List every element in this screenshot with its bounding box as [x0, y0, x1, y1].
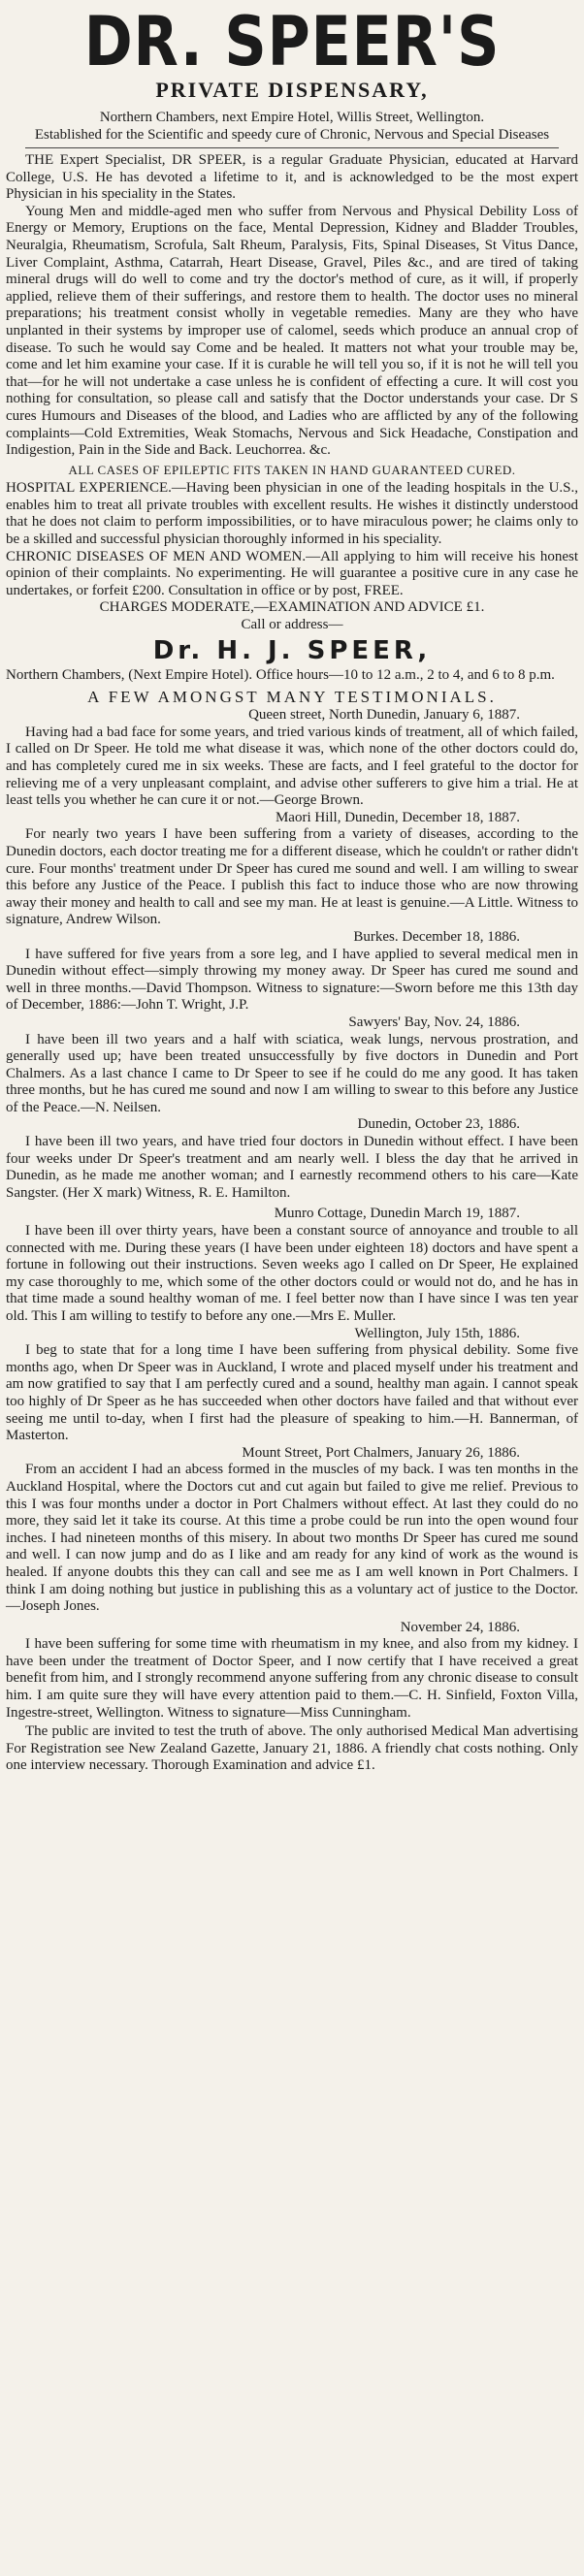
testimonial-text: Having had a bad face for some years, and tried various kinds of treatment, all of which failed, I called on Dr Speer. He told me what disease it was, which none of the other doctors could do, and has completely cured me in six weeks. These are facts, and I feel grateful to the doctor for relieving me of a very unpleasant complaint, and advise other sufferers to give him a trial. He at least tells you whether he can cure it or not.—George Brown.	[6, 724, 578, 809]
testimonial-text: I beg to state that for a long time I have been suffering from physical debility. Some five months ago, when Dr Speer was in Auckland, I wrote and placed myself under his treatment and am now gratified to say that I am perfectly cured and a sound, healthy man again. I cannot speak too highly of Dr Speer as he has succeeded when other doctors have failed and that without ever seeing me until to-day, when I first had the pleasure of speaking to him.—H. Bannerman, of Masterton.	[6, 1342, 578, 1444]
chronic-heading: CHRONIC DISEASES OF MEN AND WOMEN.	[6, 548, 307, 564]
hospital-heading: HOSPITAL EXPERIENCE.	[6, 480, 172, 497]
testimonial	[6, 1326, 578, 1445]
testimonial-text: I have been ill two years and a half with sciatica, weak lungs, nervous prostration, and generally used up; have been treated unsuccessfully by five doctors in Dunedin and Port Chalmers. As a last chance I came to Dr Speer to see if he could do me any good. It has taken three months, but he has cured me sound and now I am willing to swear to this before any Justice of the Peace.—N. Neilsen.	[6, 1031, 578, 1115]
testimonial	[6, 1620, 578, 1723]
divider	[25, 147, 559, 148]
testimonial	[6, 1206, 578, 1325]
ad-subtitle: PRIVATE DISPENSARY,	[155, 78, 429, 102]
testimonial	[6, 707, 578, 810]
testimonial-text: I have been ill two years, and have tried four doctors in Dunedin without effect. I have been four weeks under Dr Speer's treatment and am nearly well. I bless the day that he arrived in Dunedin, as he made me another woman; and I earnestly recommend others to his care—Kate Sangster. (Her X mark) Witness, R. E. Hamilton.	[6, 1134, 578, 1201]
charges-line: CHARGES MODERATE,—EXAMINATION AND ADVICE £1.	[99, 599, 485, 616]
testimonial-place: November 24, 1886.	[400, 1619, 520, 1635]
testimonial	[6, 1116, 578, 1202]
testimonial-place: Burkes. December 18, 1886.	[353, 928, 520, 945]
testimonial-place: Wellington, July 15th, 1886.	[354, 1325, 520, 1341]
testimonial-place: Munro Cottage, Dunedin March 19, 1887.	[274, 1206, 520, 1222]
hospital-paragraph	[6, 480, 578, 548]
ad-title: DR. SPEER'S	[83, 2, 501, 81]
hospital-text: —Having been physician in one of the leading hospitals in the U.S., enables him to treat all private troubles with excellent results. He wishes it distinctly understood that he does not claim to perform impossibilities, or to have miraculous power; he claims only to be a skilled and successful physician thoroughly informed in his speciality.	[6, 480, 578, 548]
testimonial	[6, 1445, 578, 1616]
conditions-paragraph: Young Men and middle-aged men who suffer from Nervous and Physical Debility Loss of Energy or Memory, Eruptions on the face, Mental Depression, Kidney and Bladder Troubles, Neuralgia, Rheumatism, Scrofula, Salt Rheum, Paralysis, Fits, Spinal Diseases, St Vitus Dance, Liver Complaint, Asthma, Catarrah, Heart Disease, Gravel, Piles &c., and are tired of taking mineral drugs will do well to come and try the doctor's method of cure, as it will, if properly applied, relieve them of their sufferings, and restore them to health. The doctor uses no mineral preparations; his treatment consist wholly in vegetable remedies. Many are they who have unplanted in their systems by improper use of calomel, seeds which produce an annual crop of disease. To such he would say Come and be healed. It matters not what your trouble may be, come and let him examine your case. If it is curable he will tell you so, if it is not he will tell you that—for he will not undertake a case unless he is confident of effecting a cure. It will cost you nothing for consultation, so please call and satisfy that the Doctor understands your case. Dr S cures Humours and Diseases of the blood, and Ladies who are afflicted by any of the following complaints—Cold Extremities, Weak Stomachs, Nervous and Sick Headache, Constipation and Indigestion, Pain in the Side and Back. Leuchorrea. &c.	[6, 203, 578, 459]
advertisement	[6, 4, 578, 1775]
testimonial-place: Dunedin, October 23, 1886.	[357, 1116, 520, 1133]
office-hours: Northern Chambers, (Next Empire Hotel). Office hours—10 to 12 a.m., 2 to 4, and 6 to 8 p.m.	[6, 666, 555, 683]
testimonial-text: I have been suffering for some time with rheumatism in my knee, and also from my kidney. I have been under the treatment of Doctor Speer, and I now certify that I have received a great benefit from him, and I strongly recommend anyone suffering from any chronic disease to consult him. I am quite sure they will have every attention paid to them.—C. H. Sinfield, Foxton Villa, Ingestre-street, Wellington. Witness to signature—Miss Cunningham.	[6, 1636, 578, 1721]
chronic-text: —All applying to him will receive his honest opinion of their complaints. No experimenting. He will guarantee a positive cure in any case he undertakes, or forfeit £200. Consultation in office or by post, FREE.	[6, 548, 578, 598]
doctor-name: Dr. H. J. SPEER,	[152, 635, 432, 665]
address-line: Northern Chambers, next Empire Hotel, Willis Street, Wellington.	[99, 110, 485, 125]
testimonial-place: Mount Street, Port Chalmers, January 26, 1886.	[242, 1444, 520, 1461]
testimonial-text: I have been ill over thirty years, have been a constant source of annoyance and trouble to all connected with me. During these years (I have been under eighteen 18) doctors and have spent a fortune in following out their instructions. Seven weeks ago I called on Dr Speer, He explained my case thoroughly to me, which some of the other doctors could or would not do, and he has in that time made a sound healthy woman of me. I feel better now than I have since I was ten year old. This I am willing to testify to before any one.—Mrs E. Muller.	[6, 1223, 578, 1324]
testimonial-place: Queen street, North Dunedin, January 6, 1887.	[248, 707, 520, 724]
closing-notice: The public are invited to test the truth of above. The only authorised Medical Man advertising For Registration see New Zealand Gazette, January 21, 1886. A friendly chat costs nothing. Only one interview necessary. Thorough Examination and advice £1.	[6, 1723, 578, 1774]
testimonial-text: For nearly two years I have been suffering from a variety of diseases, according to the Dunedin doctors, each doctor treating me for a different disease, which he couldn't or rather didn't cure. Four months' treatment under Dr Speer has cured me sound and well. I am willing to swear this before any Justice of the Peace. I publish this fact to induce those who are now throwing away their money and health to call and see my man. He at least is genuine.—A Little. Witness to signature, Andrew Wilson.	[6, 826, 578, 928]
chronic-paragraph	[6, 549, 578, 600]
testimonial-text: I have suffered for five years from a sore leg, and I have applied to several medical men in Dunedin without effect—simply throwing my money away. Dr Speer has cured me sound and well in three months.—David Thompson. Witness to signature:—Sworn before me this 13th day of December, 1886:—John T. Wright, J.P.	[6, 946, 578, 1014]
testimonial-text: From an accident I had an abcess formed in the muscles of my back. I was ten months in the Auckland Hospital, where the Doctors cut and cut again but failed to give me relief. Previous to this I was four months under a doctor in Port Chalmers without effect. At last they could do no more, they said let it take its course. At this time a probe could be run into the open wound four inches. I had nineteen months of this misery. In about two months Dr Speer has cured me sound and well. I can now jump and do as I like and am ready for any kind of work as the wound is healed. If anyone doubts this they can call and see me as I am well known in Port Chalmers. I think I am doing nothing but justice in publishing this as a voluntary act of justice to the Doctor.—Joseph Jones.	[6, 1462, 578, 1615]
testimonial-place: Sawyers' Bay, Nov. 24, 1886.	[348, 1014, 520, 1030]
testimonial	[6, 1014, 578, 1117]
testimonial	[6, 929, 578, 1014]
epileptic-notice: ALL CASES OF EPILEPTIC FITS TAKEN IN HAND GUARANTEED CURED.	[68, 462, 516, 477]
intro-paragraph: THE Expert Specialist, DR SPEER, is a regular Graduate Physician, educated at Harvard College, U.S. He has devoted a lifetime to it, and is acknowledged to be the most expert Physician in his speciality in the States.	[6, 152, 578, 203]
testimonial	[6, 810, 578, 929]
call-line: Call or address—	[241, 617, 343, 633]
testimonial-place: Maori Hill, Dunedin, December 18, 1887.	[275, 809, 520, 825]
testimonials-heading: A FEW AMONGST MANY TESTIMONIALS.	[87, 688, 497, 707]
testimonials-list	[6, 707, 578, 1722]
established-line: Established for the Scientific and speedy cure of Chronic, Nervous and Special Diseases	[34, 127, 550, 143]
